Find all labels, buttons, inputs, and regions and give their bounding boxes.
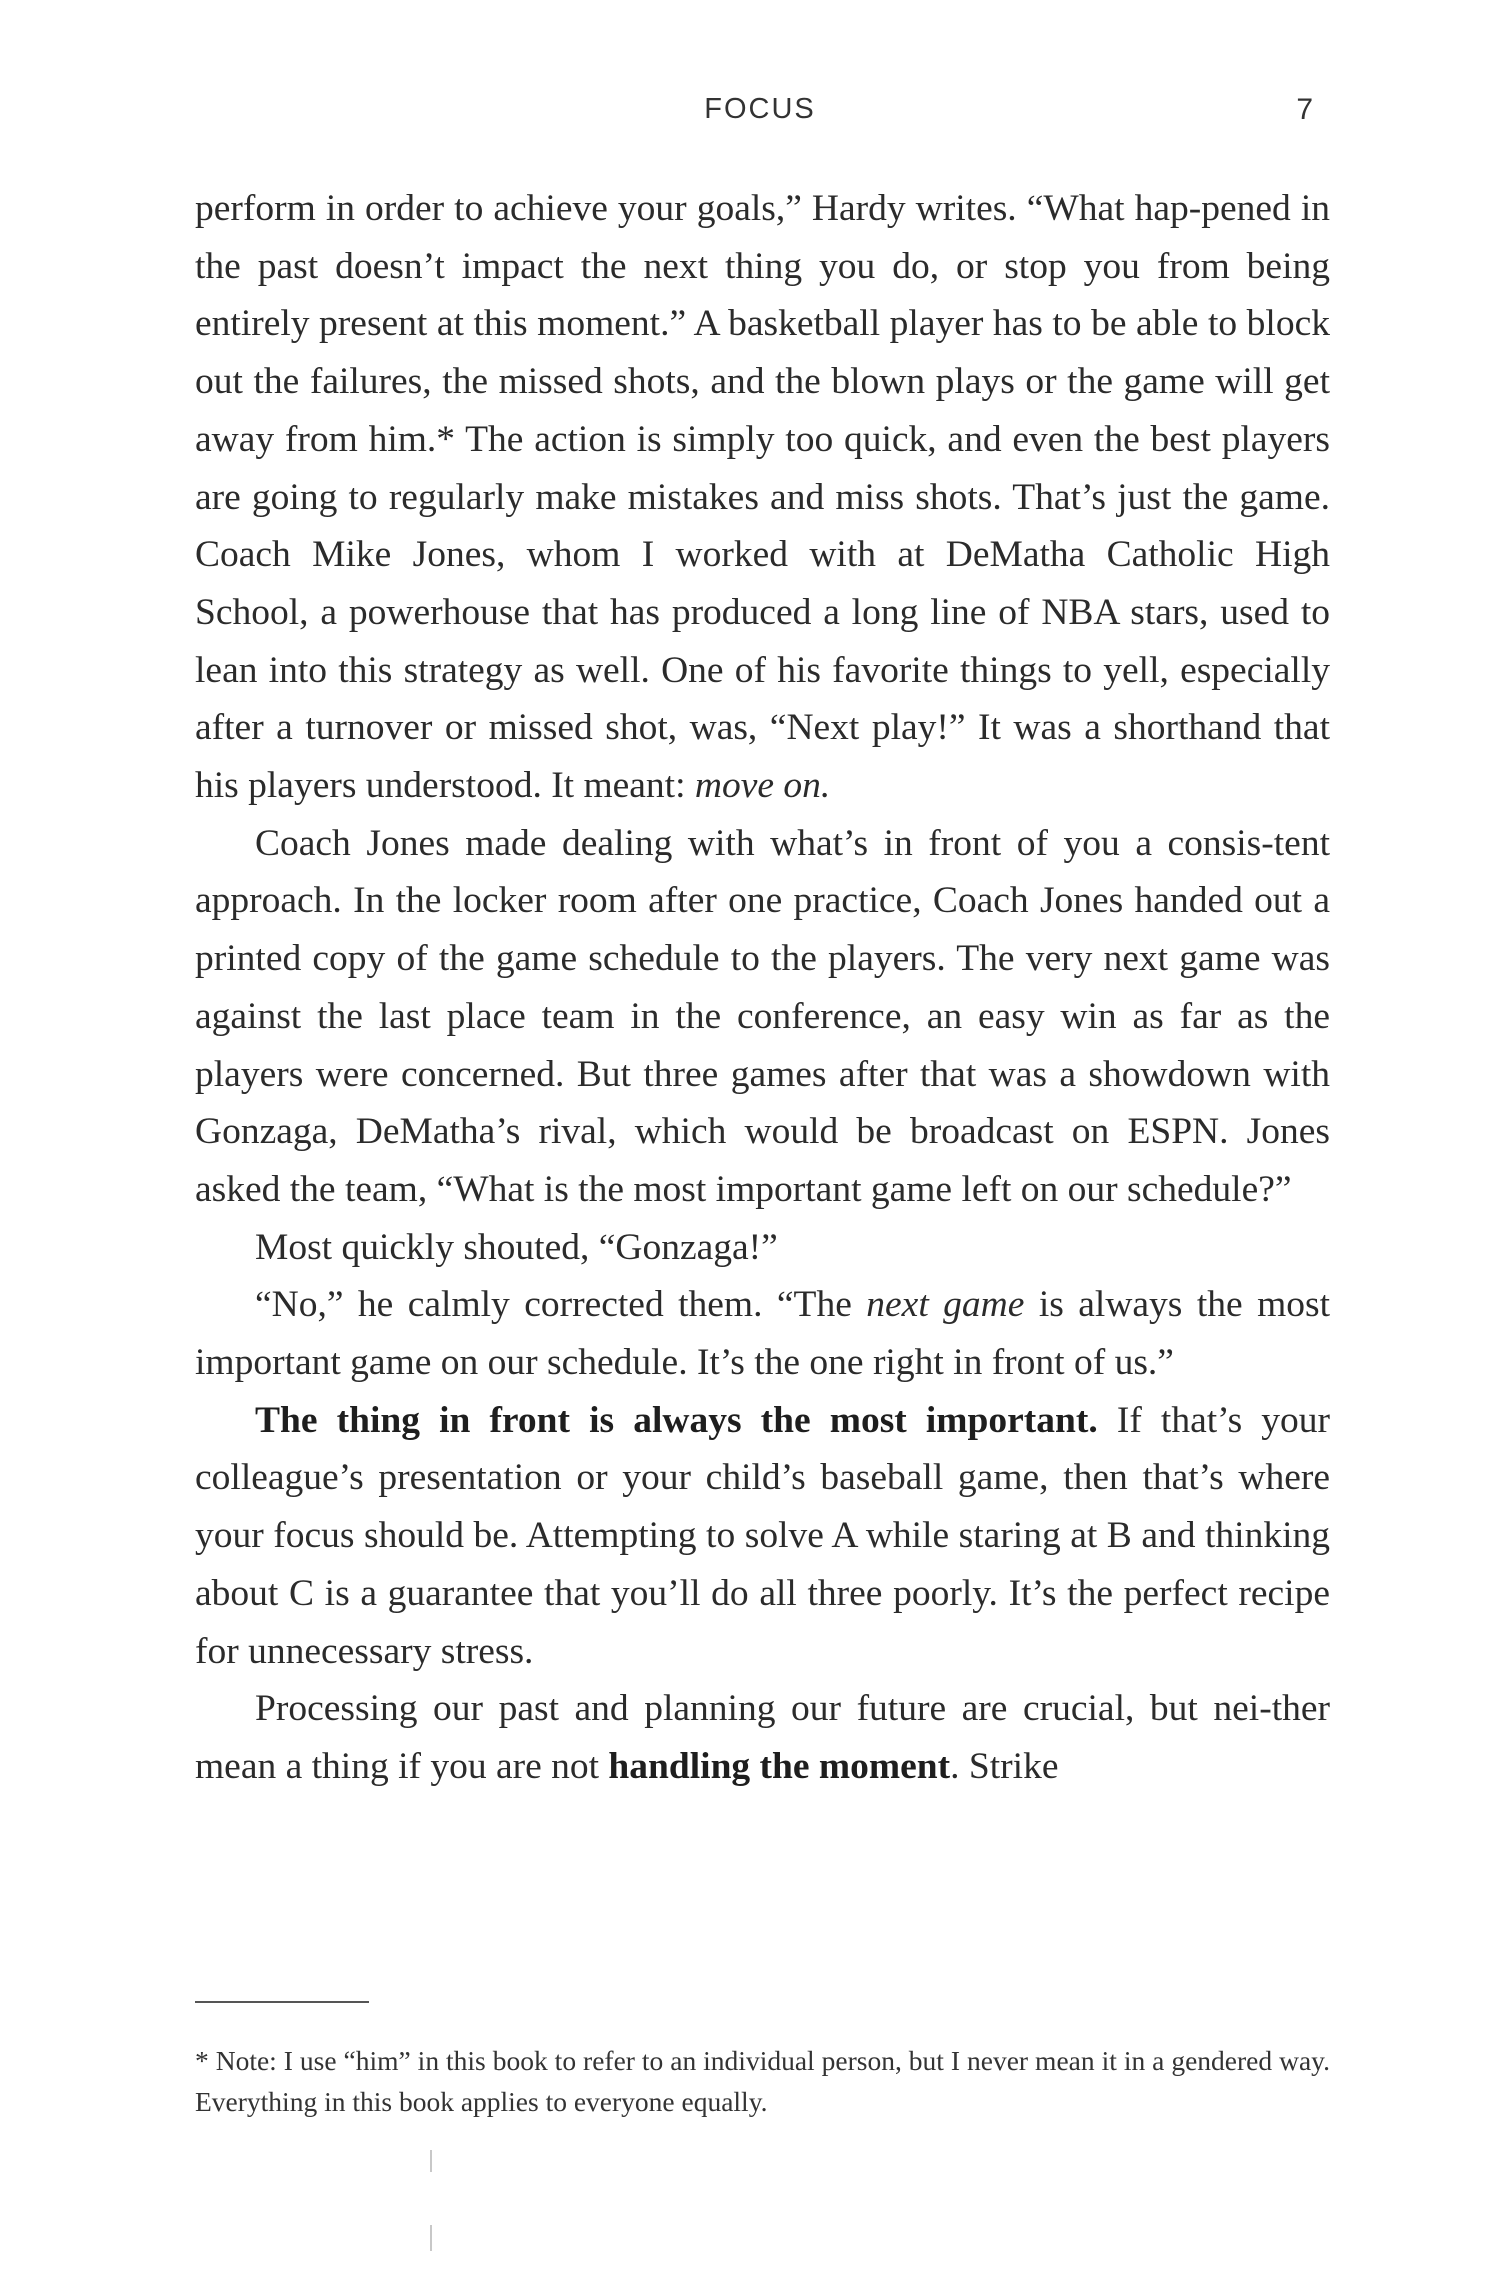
paragraph-5 — [195, 1392, 1330, 1681]
footnote-divider — [195, 2001, 369, 2003]
paragraph-1 — [195, 180, 1330, 815]
paragraph-1-text-b: The action is simply too quick, and even the best players are going to regularly make mistakes and miss shots. That’s just the game. Coach Mike Jones, whom I worked with at DeMatha Catholic High School, a powerhouse that has produced a long line of NBA stars, used to lean into this strategy as well. One of his favorite things to yell, especially after a turnover or missed shot, was, “Next play!” It was a shorthand that his players understood. It meant: — [195, 418, 1330, 807]
section-title: FOCUS — [704, 93, 816, 125]
paragraph-5-text: If that’s your colleague’s presentation or your child’s baseball game, then that’s where your focus should be. Attempting to solve A while staring at B and thinking about C is a guarantee that you’ll do all three poorly. It’s the perfect recipe for unnecessary stress. — [195, 1399, 1330, 1672]
paragraph-5-bold-lead: The thing in front is always the most important. — [255, 1399, 1098, 1441]
footnote-marker: * — [195, 2045, 209, 2076]
paragraph-1-text-a: perform in order to achieve your goals,” Hardy writes. “What hap-pened in the past doesn’t impact the next thing you do, or stop you from being entirely present at this moment.” A basketball player has to be able to block out the failures, the missed shots, and the blown plays or the game will get away from him. — [195, 188, 1330, 460]
page-number: 7 — [1296, 93, 1313, 126]
footnote-reference-marker: * — [436, 418, 456, 460]
footnote-text: Note: I use “him” in this book to refer to an individual person, but I never mean it in a gendered way. Everything in this book applies to everyone equally. — [195, 2045, 1330, 2117]
running-head — [195, 93, 1325, 133]
footnote — [195, 2040, 1330, 2122]
paragraph-2: Coach Jones made dealing with what’s in front of you a consis-tent approach. In the locker room after one practice, Coach Jones handed out a printed copy of the game schedule to the players. The very next game was against the last place team in the conference, an easy win as far as the players were concerned. But three games after that was a showdown with Gonzaga, DeMatha’s rival, which would be broadcast on ESPN. Jones asked the team, “What is the most important game left on our schedule?” — [195, 822, 1330, 1210]
paragraph-6-bold: handling the moment — [608, 1745, 951, 1787]
paragraph-4-text-b: is always the most important game on our schedule. It’s the one right in front of us.” — [195, 1284, 1331, 1384]
paragraph-3: Most quickly shouted, “Gonzaga!” — [255, 1226, 778, 1268]
paragraph-4 — [195, 1276, 1330, 1391]
paragraph-4-text-a: “No,” he calmly corrected them. “The — [255, 1284, 867, 1326]
paragraph-6-text-b: . Strike — [950, 1745, 1059, 1787]
scan-artifact-mark — [430, 2150, 432, 2172]
paragraph-1-emphasis: move on. — [694, 765, 831, 807]
body-text — [195, 180, 1330, 1796]
paragraph-4-emphasis: next game — [866, 1284, 1025, 1326]
paragraph-6-text-a: Processing our past and planning our future are crucial, but nei-ther mean a thing if you are not — [195, 1688, 1330, 1787]
paragraph-6 — [195, 1680, 1330, 1795]
scan-artifact-mark — [430, 2225, 432, 2251]
